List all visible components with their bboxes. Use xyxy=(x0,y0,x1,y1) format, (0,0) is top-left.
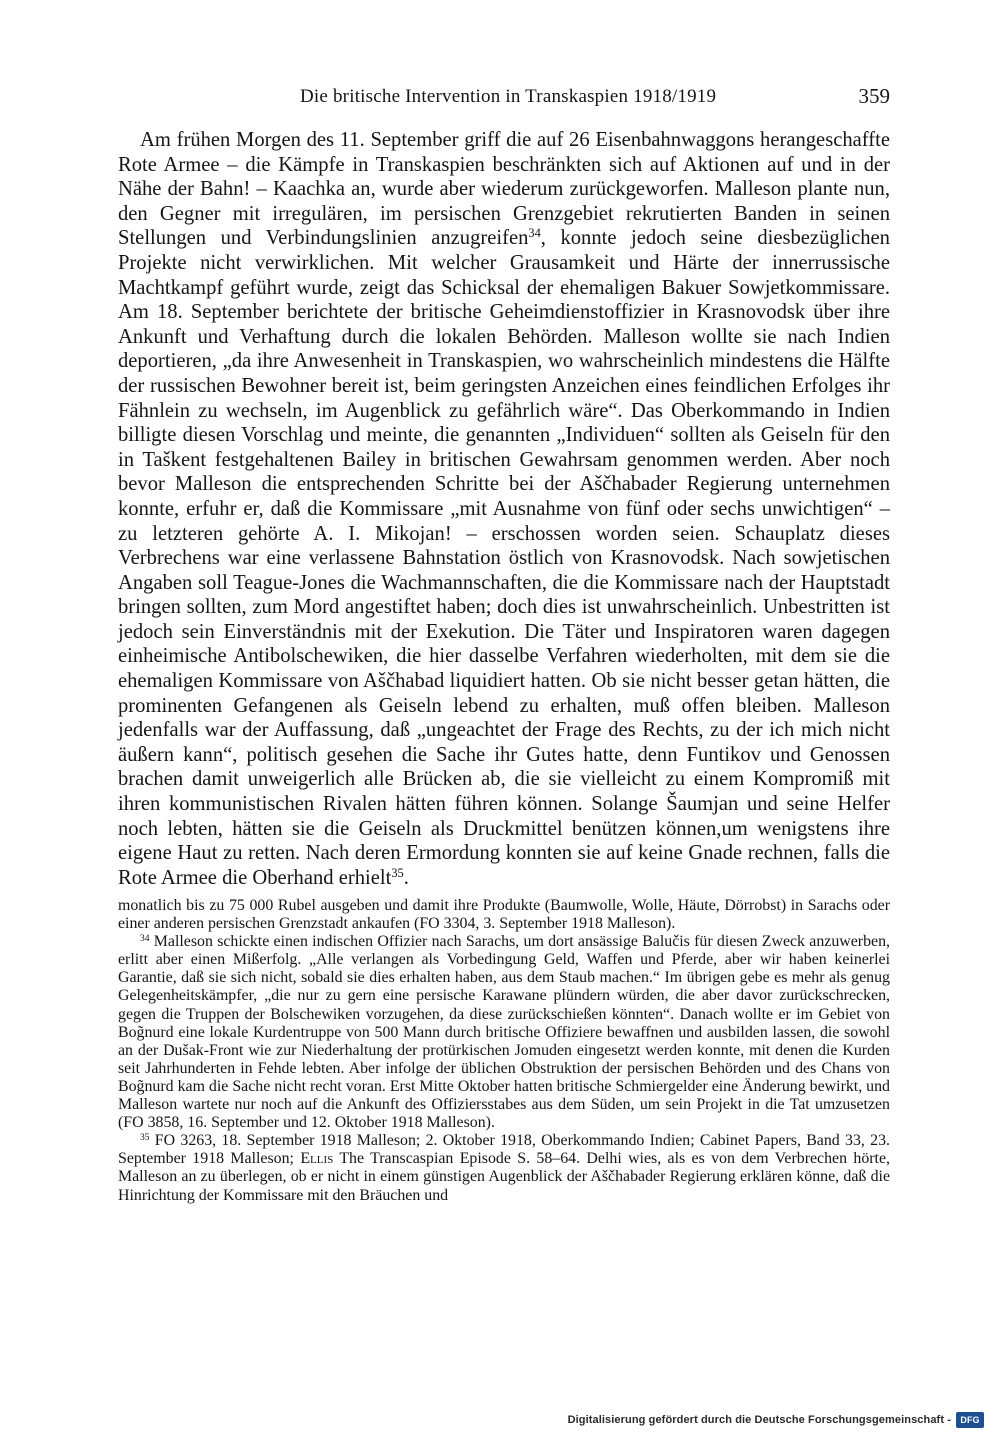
footnote-35 xyxy=(118,1132,890,1204)
footnotes xyxy=(118,897,890,1205)
footnote-35-mark: 35 xyxy=(140,1131,150,1143)
footnote-ref-35: 35 xyxy=(391,866,404,881)
footnote-ref-34: 34 xyxy=(528,226,541,241)
dfg-banner xyxy=(568,1410,984,1430)
footnote-35-text-b: The Transcaspian Episode S. 58–64. Delhi wies, als es von dem Verbrechen hörte, Malleson an zu überlegen, ob er nicht in einem günstigen Augenblick der Aščhabader Regierung erklären könne, daß die Hinrichtung der Kommissare mit den Bräuchen und xyxy=(118,1150,890,1204)
footnote-34-mark: 34 xyxy=(140,932,150,944)
footnote-34 xyxy=(118,933,890,1132)
page-number: 359 xyxy=(858,84,890,108)
body-text-part-1: Am frühen Morgen des 11. September griff die auf 26 Eisenbahnwaggons herangeschaffte Rote Armee – die Kämpfe in Transkaspien beschränkten sich auf Aktionen auf und in der Nähe der Bahn! – Kaachka an, wurde aber wiederum zurückgeworfen. Malleson plante nun, den Gegner mit irregulären, im persischen Grenzgebiet rekrutierten Banden in seinen Stellungen und Verbindungslinien anzugreifen xyxy=(118,129,890,250)
body-paragraph xyxy=(118,128,890,890)
running-head xyxy=(118,86,890,116)
dfg-logo-icon: DFG xyxy=(956,1412,984,1428)
body-text-part-3: . xyxy=(403,866,409,889)
dfg-banner-text: Digitalisierung gefördert durch die Deutsche Forschungsgemeinschaft - xyxy=(567,1414,951,1426)
footnote-continuation: monatlich bis zu 75 000 Rubel ausgeben und damit ihre Produkte (Baumwolle, Wolle, Häute, Dörrobst) in Sarachs oder einer anderen persischen Grenzstadt ankaufen (FO 3304, 3. September 1918 Malleson). xyxy=(118,897,890,933)
footnote-35-text-a: FO 3263, 18. September 1918 Malleson; 2. Oktober 1918, Oberkommando Indien; Cabinet Papers, Band 33, 23. September 1918 Malleson; xyxy=(118,1132,890,1168)
body-text-part-2: , konnte jedoch seine diesbezüglichen Projekte nicht verwirklichen. Mit welcher Grausamkeit und Härte der innerrussische Machtkampf geführt wurde, zeigt das Schicksal der ehemaligen Bakuer Sowjetkommissare. Am 18. September berichtete der britische Geheimdienstoffizier in Krasnovodsk über ihre Ankunft und Verhaftung durch die lokalen Behörden. Malleson wollte sie nach Indien deportieren, „da ihre Anwesenheit in Transkaspien, wo wahrscheinlich mindestens die Hälfte der russischen Bewohner bereit ist, beim geringsten Anzeichen eines feindlichen Erfolges ihr Fähnlein zu wechseln, im Augenblick zu gefährlich wäre“. Das Oberkommando in Indien billigte diesen Vorschlag und meinte, die genannten „Individuen“ sollten als Geiseln für den in Taškent festgehaltenen Bailey in britischen Gewahrsam genommen werden. Aber noch bevor Malleson die entsprechenden Schritte bei der Aščhabader Regierung unternehmen konnte, erfuhr er, daß die Kommissare „mit Ausnahme von fünf oder sechs unwichtigen“ – zu letzteren gehörte A. I. Mikojan! – erschossen worden seien. Schauplatz dieses Verbrechens war eine verlassene Bahnstation östlich von Krasnovodsk. Nach sowjetischen Angaben soll Teague-Jones die Wachmannschaften, die die Kommissare nach der Hauptstadt bringen sollten, zum Mord angestiftet haben; doch dies ist unwahrscheinlich. Unbestritten ist jedoch sein Einverständnis mit der Exekution. Die Täter und Inspiratoren waren dagegen einheimische Antibolschewiken, die hier dasselbe Verfahren wiederholten, mit dem sie die ehemaligen Kommissare von Aščhabad liquidiert hatten. Ob sie nicht besser getan hätten, die prominenten Gefangenen als Geiseln lebend zu erhalten, muß offen bleiben. Malleson jedenfalls war der Auffassung, daß „ungeachtet der Frage des Rechts, zu der ich mich nicht äußern kann“, politisch gesehen die Sache ihr Gutes hatte, denn Funtikov und Genossen brachen damit unweigerlich alle Brücken ab, die sie vielleicht zu einem Kompromiß mit ihren kommunistischen Rivalen hätten führen können. Solange Šaumjan und seine Helfer noch lebten, hätten sie die Geiseln als Druckmittel benützen können,um wenigstens ihre eigene Haut zu retten. Nach deren Ermordung konnten sie auf keine Gnade rechnen, falls die Rote Armee die Oberhand erhielt xyxy=(118,227,890,889)
running-title: Die britische Intervention in Transkaspien 1918/1919 xyxy=(300,86,717,107)
footnote-34-text: Malleson schickte einen indischen Offizier nach Sarachs, um dort ansässige Balučis für diesen Zweck anzuwerben, erlitt aber einen Mißerfolg. „Alle verlangen als Vorbedingung Geld, Waffen und Pferde, aber wir haben keinerlei Garantie, daß sie sich nicht, sobald sie dies erhalten haben, aus dem Staub machen.“ Im übrigen gebe es mehr als genug Gelegenheitskämpfer, „die nur zu gern eine persische Karawane plündern würden, die aber davor zurückschrecken, gegen die Truppen der Bolschewiken vorzugehen, da diese zurückschießen könnten“. Danach wollte er im Gebiet von Bog̃nurd eine lokale Kurdentruppe von 500 Mann durch britische Offiziere bewaffnen und ausbilden lassen, die sowohl an der Dušak-Front wie zur Niederhaltung der protürkischen Jomuden eingesetzt werden konnte, mit denen die Kurden seit Jahrhunderten in Fehde lebten. Aber infolge der üblichen Obstruktion der persischen Behörden und des Chans von Bog̃nurd kam die Sache nicht recht voran. Erst Mitte Oktober hatten britische Schmiergelder eine Änderung bewirkt, und Malleson wartete nur noch auf die Ankunft des Offiziersstabes aus dem Süden, um sein Projekt in die Tat umzusetzen (FO 3858, 16. September und 12. Oktober 1918 Malleson). xyxy=(118,933,890,1132)
footnote-35-author: Ellis xyxy=(300,1150,334,1168)
